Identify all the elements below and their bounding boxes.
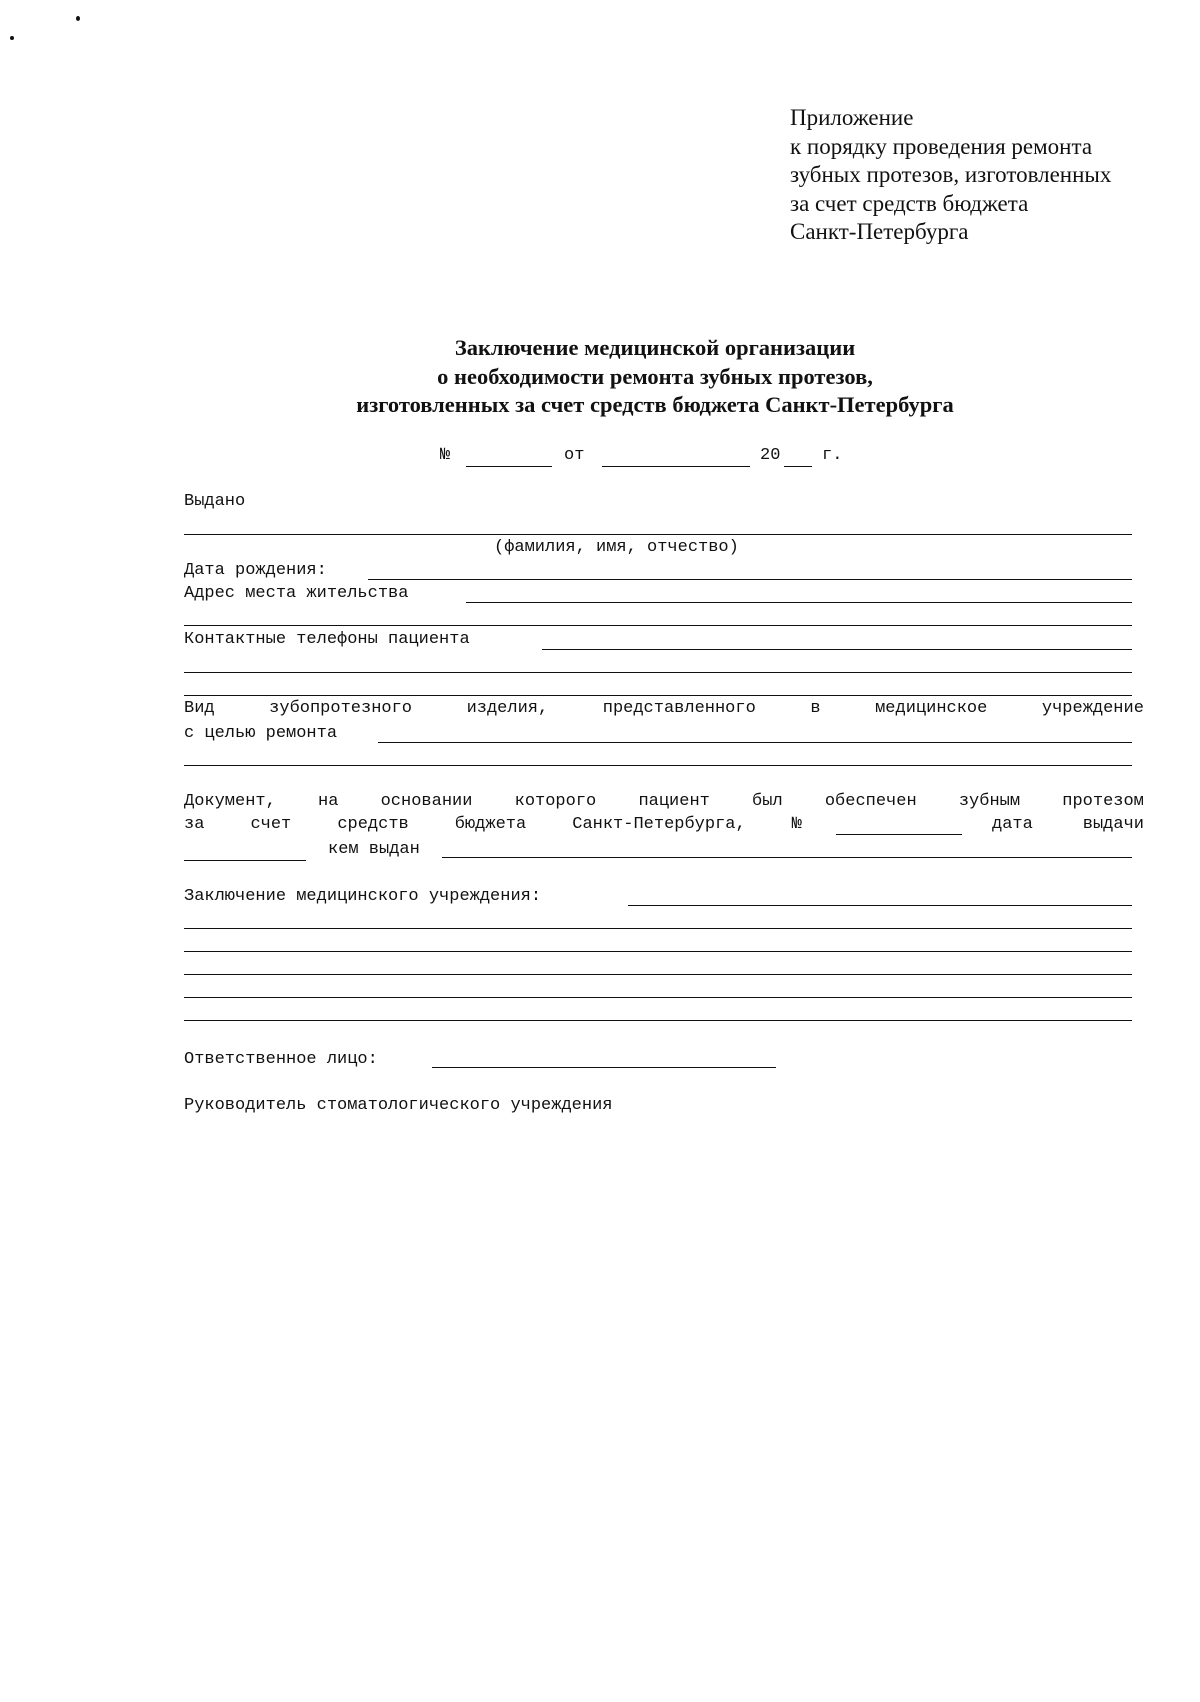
year-field[interactable] xyxy=(784,466,812,467)
address-field-continued[interactable] xyxy=(184,625,1132,626)
year-suffix: г. xyxy=(822,446,843,465)
conclusion-field-continued[interactable] xyxy=(184,951,1132,952)
appendix-line: зубных протезов, изготовленных xyxy=(790,162,1112,187)
device-type-label: Вид зубопротезного изделия, представленного в медицинское учреждение xyxy=(184,699,1144,718)
conclusion-field-continued[interactable] xyxy=(184,997,1132,998)
issued-label: Выдано xyxy=(184,492,246,511)
appendix-block xyxy=(790,104,1170,247)
fio-field[interactable] xyxy=(184,534,1132,535)
from-label: от xyxy=(564,446,585,465)
fio-caption: (фамилия, имя, отчество) xyxy=(494,538,739,557)
head-label: Руководитель стоматологического учреждения xyxy=(184,1096,613,1115)
issue-date-label: дата выдачи xyxy=(992,815,1144,834)
document-label-continued: за счет средств бюджета Санкт-Петербурга, № xyxy=(184,815,802,834)
device-type-label-continued: с целью ремонта xyxy=(184,724,338,743)
device-type-field-continued[interactable] xyxy=(184,765,1132,766)
conclusion-label: Заключение медицинского учреждения: xyxy=(184,887,542,906)
appendix-line: Санкт-Петербурга xyxy=(790,219,969,244)
responsible-label: Ответственное лицо: xyxy=(184,1050,378,1069)
number-sign: № xyxy=(440,446,451,465)
address-label: Адрес места жительства xyxy=(184,584,409,603)
issue-date-field[interactable] xyxy=(184,860,306,861)
responsible-field[interactable] xyxy=(432,1067,776,1068)
title-line: Заключение медицинской организации xyxy=(454,335,856,360)
birth-label: Дата рождения: xyxy=(184,561,327,580)
scan-speck xyxy=(76,16,80,21)
birth-date-field[interactable] xyxy=(368,579,1132,580)
phones-field-continued[interactable] xyxy=(184,672,1132,673)
appendix-line: к порядку проведения ремонта xyxy=(790,133,1093,159)
year-prefix: 20 xyxy=(760,446,781,465)
date-field[interactable] xyxy=(602,466,750,467)
phones-label: Контактные телефоны пациента xyxy=(184,630,470,649)
issuer-label: кем выдан xyxy=(328,840,420,859)
device-type-field[interactable] xyxy=(378,742,1132,743)
conclusion-field[interactable] xyxy=(628,905,1132,906)
address-field[interactable] xyxy=(466,602,1132,603)
issuer-field[interactable] xyxy=(442,857,1132,858)
phones-field[interactable] xyxy=(542,649,1132,650)
number-field[interactable] xyxy=(466,466,552,467)
scan-speck xyxy=(10,36,14,40)
conclusion-field-continued[interactable] xyxy=(184,928,1132,929)
title-line: изготовленных за счет средств бюджета Санкт-Петербурга xyxy=(356,392,954,417)
appendix-line: за счет средств бюджета xyxy=(790,190,1029,216)
document-label: Документ, на основании которого пациент был обеспечен зубным протезом xyxy=(184,792,1144,811)
appendix-line: Приложение xyxy=(790,105,914,130)
document-number-field[interactable] xyxy=(836,834,962,835)
title-line: о необходимости ремонта зубных протезов, xyxy=(437,363,873,389)
conclusion-field-continued[interactable] xyxy=(184,1020,1132,1021)
document-title xyxy=(200,334,1110,420)
phones-field-continued[interactable] xyxy=(184,695,1132,696)
conclusion-field-continued[interactable] xyxy=(184,974,1132,975)
